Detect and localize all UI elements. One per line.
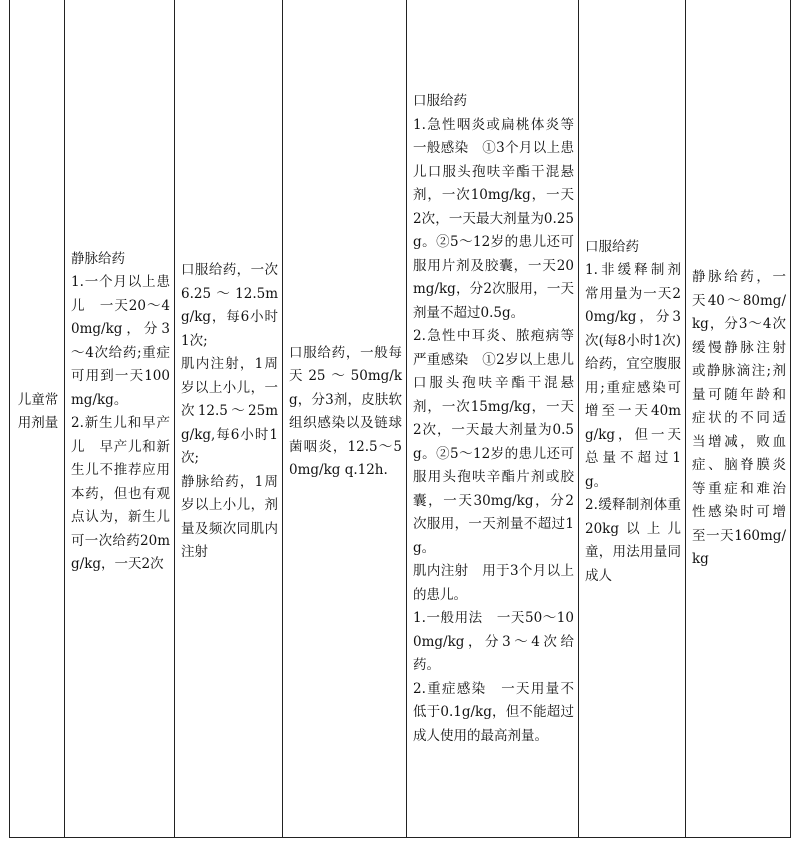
drug-col-3-text: 口服给药，一次6.25～12.5mg/kg，每6小时1次; 肌内注射，1周岁以上小儿，一次12.5～25mg/kg,每6小时1次; 静脉给药，1周岁以上小儿，剂量及频次同肌内注射 bbox=[181, 262, 278, 561]
row-label: 儿童常用剂量 bbox=[17, 391, 59, 431]
drug-col-6-text: 口服给药 1.非缓释制剂 常用量为一天20mg/kg，分3次(每8小时1次)给药，宜空腹服用;重症感染可增至一天40mg/kg，但一天总量不超过1g。 2.缓释制剂体重20kg以上儿童，用法用量同成人 bbox=[585, 238, 681, 584]
drug-col-7-cell bbox=[686, 0, 791, 838]
drug-col-7-text: 静脉给药，一天40～80mg/kg，分3～4次缓慢静脉注射或静脉滴注;剂量可随年龄和症状的不同适当增减，败血症、脑脊膜炎等重症和难治性感染时可增至一天160mg/kg bbox=[692, 269, 786, 568]
drug-col-5-text: 口服给药 1.急性咽炎或扁桃体炎等一般感染 ①3个月以上患儿口服头孢呋辛酯干混悬剂，一次10mg/kg，一天2次，一天最大剂量为0.25g。②5～12岁的患儿还可服用片剂及胶囊，一天20mg/kg，分2次服用，一天剂量不超过0.5g。 2.急性中耳炎、脓疱病等严重感染 ①2岁以上患儿口服头孢呋辛酯干混悬剂，一次15mg/kg，一天2次，一天最大剂量为0.5g。②5～12岁的患儿还可服用头孢呋辛酯片剂或胶囊，一天30mg/kg，分2次服用，一天剂量不超过1g。 肌内注射 用于3个月以上的患儿。 1.一般用法 一天50～100mg/kg，分3～4次给药。 2.重症感染 一天用量不低于0.1g/kg，但不能超过成人使用的最高剂量。 bbox=[413, 93, 574, 744]
drug-col-6-cell bbox=[579, 0, 686, 838]
drug-col-3-cell bbox=[175, 0, 283, 838]
drug-col-5-cell bbox=[407, 0, 579, 838]
drug-col-4-cell bbox=[283, 0, 407, 838]
row-label-cell bbox=[10, 0, 65, 838]
drug-col-4-text: 口服给药，一般每天25～50mg/kg，分3剂，皮肤软组织感染以及链球菌咽炎，12.5～50mg/kg q.12h. bbox=[289, 344, 402, 478]
drug-col-2-text: 静脉给药 1.一个月以上患儿 一天20～40mg/kg，分3～4次给药;重症可用到一天100mg/kg。 2.新生儿和早产儿 早产儿和新生儿不推荐应用本药，但也有观点认为，新生儿可一次给药20mg/kg，一天2次 bbox=[71, 250, 170, 572]
drug-col-2-cell bbox=[65, 0, 175, 838]
pediatric-dose-row bbox=[10, 0, 791, 838]
pediatric-dosage-table bbox=[9, 0, 791, 838]
